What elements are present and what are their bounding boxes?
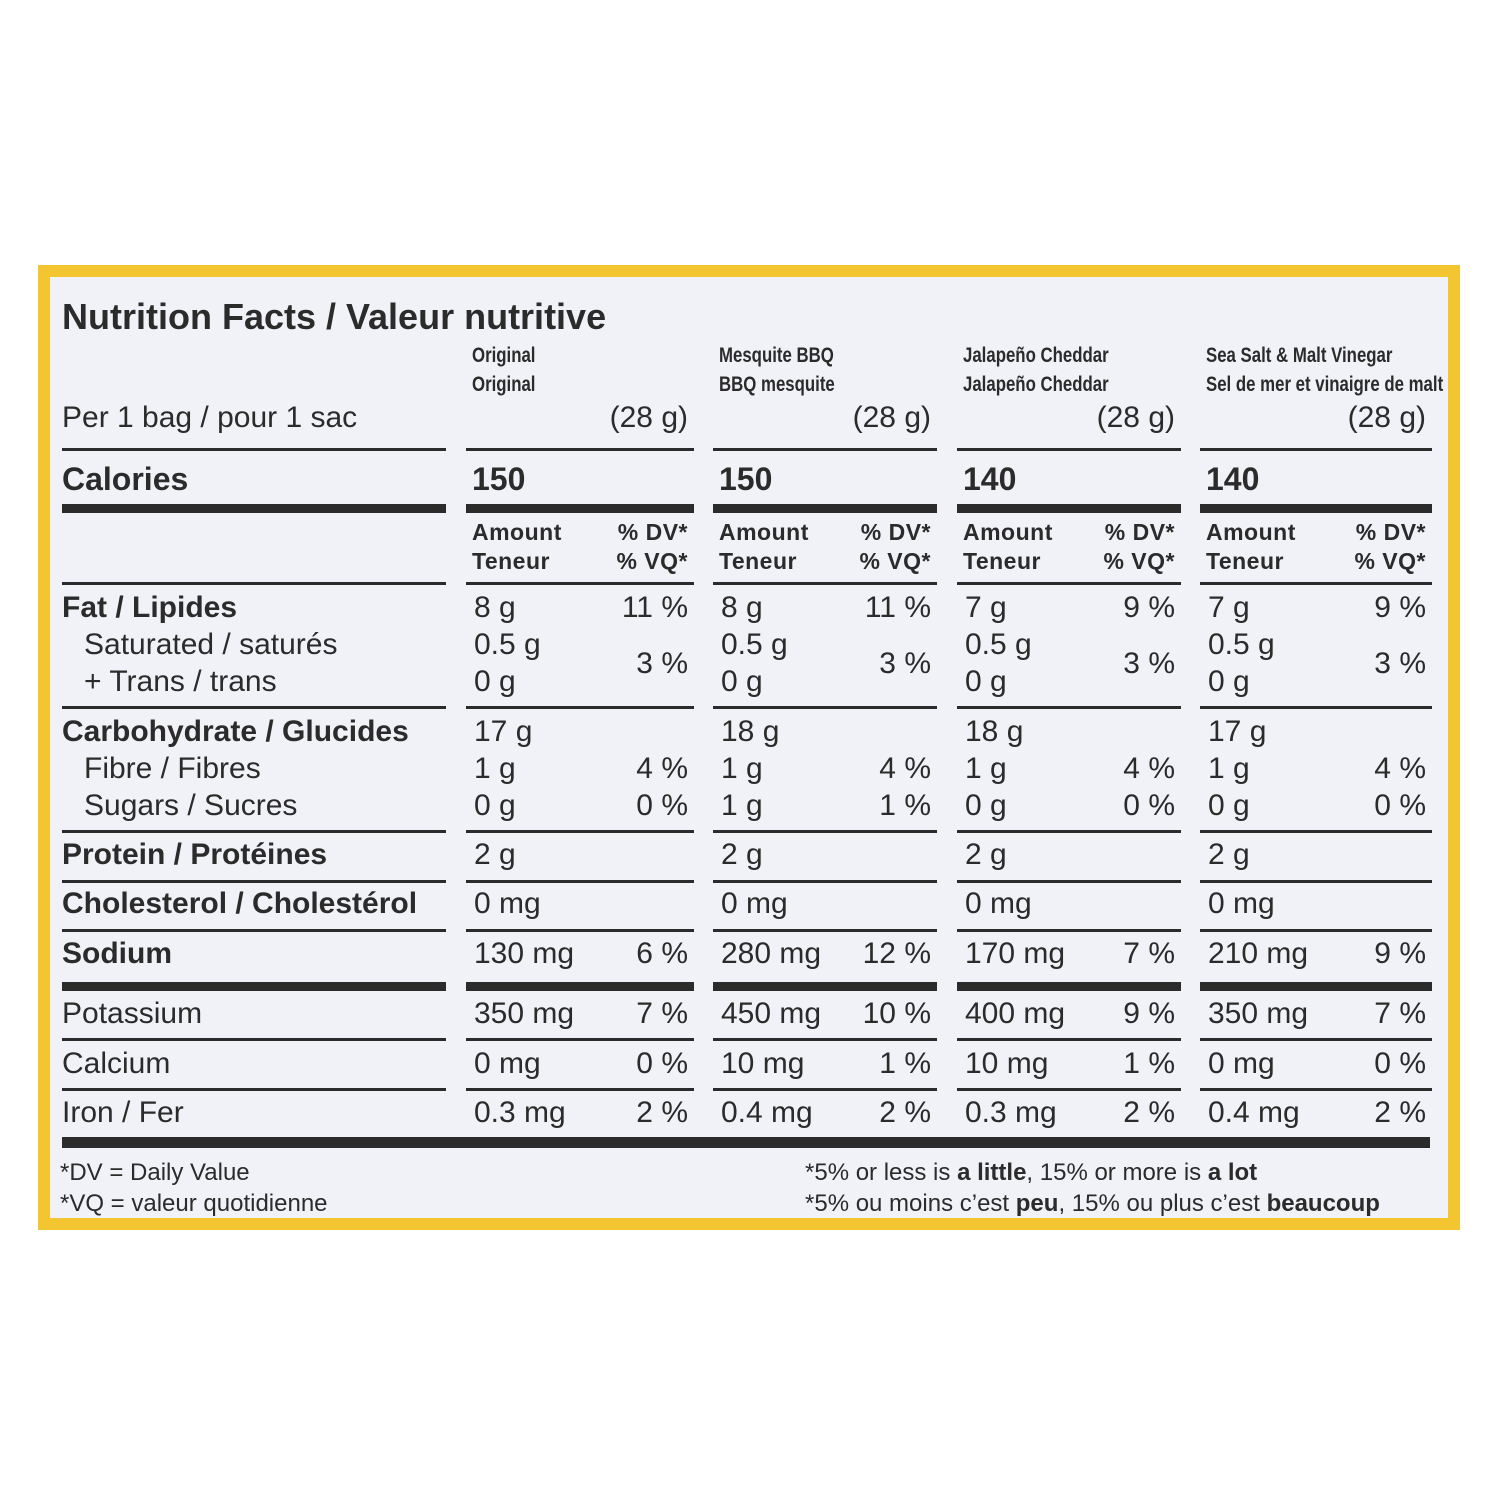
guide-fr-peu: peu <box>1015 1190 1059 1217</box>
divider <box>466 929 694 932</box>
fat-dv: 11 % <box>864 591 931 624</box>
nutrient-carbohydrate: Carbohydrate / Glucides <box>62 715 409 748</box>
serving-size: (28 g) <box>1096 401 1175 434</box>
sodium-dv: 7 % <box>1123 937 1175 970</box>
divider <box>62 929 446 932</box>
carb-amount: 18 g <box>721 715 780 748</box>
calories-value: 140 <box>963 461 1017 497</box>
fibre-amount: 1 g <box>721 752 763 785</box>
guide-note-en <box>805 1161 1257 1185</box>
saturated-amount: 0.5 g <box>1208 628 1275 661</box>
divider <box>957 880 1181 883</box>
guide-fr-text: , 15% ou plus c’est <box>1058 1190 1267 1217</box>
nutrient-cholesterol: Cholesterol / Cholestérol <box>62 887 418 920</box>
potassium-dv: 7 % <box>1374 997 1426 1030</box>
nutrient-sugars: Sugars / Sucres <box>84 789 298 822</box>
divider <box>713 1088 937 1091</box>
fibre-dv: 4 % <box>1374 752 1426 785</box>
iron-amount: 0.3 mg <box>965 1096 1057 1129</box>
protein-amount: 2 g <box>474 838 516 871</box>
sat-trans-dv: 3 % <box>1374 647 1426 680</box>
carb-amount: 17 g <box>474 715 533 748</box>
calcium-amount: 10 mg <box>721 1047 805 1080</box>
nutrient-saturated: Saturated / saturés <box>84 628 338 661</box>
divider <box>466 1038 694 1041</box>
protein-amount: 2 g <box>721 838 763 871</box>
serving-label: Per 1 bag / pour 1 sac <box>62 401 358 434</box>
potassium-dv: 9 % <box>1123 997 1175 1030</box>
calories-value: 150 <box>472 461 526 497</box>
divider <box>1200 830 1432 833</box>
flavour-name-fr: BBQ mesquite <box>719 373 835 396</box>
flavour-name-fr: Jalapeño Cheddar <box>963 373 1109 396</box>
flavour-name-en: Jalapeño Cheddar <box>963 344 1109 367</box>
dv-header: % DV* <box>617 519 688 545</box>
sugars-amount: 1 g <box>721 789 763 822</box>
cholesterol-amount: 0 mg <box>965 887 1032 920</box>
dv-header-fr: % VQ* <box>1354 548 1426 574</box>
iron-dv: 2 % <box>636 1096 688 1129</box>
fat-amount: 8 g <box>474 591 516 624</box>
divider <box>1200 929 1432 932</box>
guide-note-fr <box>805 1192 1380 1216</box>
nutrient-calcium: Calcium <box>62 1047 171 1080</box>
thick-divider <box>713 504 937 513</box>
divider <box>957 706 1181 709</box>
divider <box>62 1088 446 1091</box>
amount-header-fr: Teneur <box>963 548 1041 574</box>
calcium-amount: 0 mg <box>1208 1047 1275 1080</box>
divider <box>957 830 1181 833</box>
sugars-dv: 0 % <box>1123 789 1175 822</box>
divider <box>713 582 937 585</box>
guide-fr-beaucoup: beaucoup <box>1266 1190 1380 1217</box>
sodium-dv: 12 % <box>862 937 931 970</box>
sodium-amount: 130 mg <box>474 937 575 970</box>
thick-divider <box>62 504 446 513</box>
sodium-amount: 170 mg <box>965 937 1066 970</box>
protein-amount: 2 g <box>965 838 1007 871</box>
thick-divider <box>62 982 446 991</box>
thick-divider <box>957 982 1181 991</box>
sugars-dv: 0 % <box>1374 789 1426 822</box>
sodium-dv: 9 % <box>1374 937 1426 970</box>
serving-size: (28 g) <box>609 401 688 434</box>
calories-label: Calories <box>62 461 189 497</box>
fibre-amount: 1 g <box>474 752 516 785</box>
nutrient-trans: + Trans / trans <box>84 665 277 698</box>
iron-amount: 0.4 mg <box>1208 1096 1300 1129</box>
trans-amount: 0 g <box>474 665 516 698</box>
divider <box>713 448 937 451</box>
guide-en-little: a little <box>957 1159 1027 1186</box>
flavour-name-en: Sea Salt & Malt Vinegar <box>1206 344 1393 367</box>
amount-header: Amount <box>1206 519 1296 545</box>
thick-divider <box>1200 982 1432 991</box>
dv-note-en: *DV = Daily Value <box>60 1159 250 1186</box>
divider <box>957 448 1181 451</box>
dv-header-fr: % VQ* <box>859 548 931 574</box>
trans-amount: 0 g <box>965 665 1007 698</box>
divider <box>62 582 446 585</box>
potassium-amount: 400 mg <box>965 997 1066 1030</box>
divider <box>466 706 694 709</box>
flavour-name-en: Original <box>472 344 536 367</box>
amount-header-fr: Teneur <box>1206 548 1284 574</box>
saturated-amount: 0.5 g <box>721 628 788 661</box>
flavour-name-fr: Sel de mer et vinaigre de malt <box>1206 373 1444 396</box>
carb-amount: 17 g <box>1208 715 1267 748</box>
trans-amount: 0 g <box>1208 665 1250 698</box>
dv-note-fr: *VQ = valeur quotidienne <box>60 1190 328 1217</box>
serving-size: (28 g) <box>1347 401 1426 434</box>
thick-divider <box>466 982 694 991</box>
divider <box>957 1088 1181 1091</box>
divider <box>62 448 446 451</box>
sugars-amount: 0 g <box>965 789 1007 822</box>
flavour-name-fr: Original <box>472 373 536 396</box>
iron-amount: 0.4 mg <box>721 1096 813 1129</box>
divider <box>1200 1038 1432 1041</box>
calcium-dv: 0 % <box>1374 1047 1426 1080</box>
divider <box>466 1088 694 1091</box>
amount-header-fr: Teneur <box>472 548 550 574</box>
iron-dv: 2 % <box>1123 1096 1175 1129</box>
protein-amount: 2 g <box>1208 838 1250 871</box>
dv-header-fr: % VQ* <box>616 548 688 574</box>
dv-header: % DV* <box>1104 519 1175 545</box>
fibre-amount: 1 g <box>1208 752 1250 785</box>
dv-header: % DV* <box>1355 519 1426 545</box>
divider <box>713 880 937 883</box>
amount-header: Amount <box>472 519 562 545</box>
cholesterol-amount: 0 mg <box>1208 887 1275 920</box>
carb-amount: 18 g <box>965 715 1024 748</box>
amount-header: Amount <box>963 519 1053 545</box>
amount-header-fr: Teneur <box>719 548 797 574</box>
thick-divider <box>713 982 937 991</box>
potassium-dv: 10 % <box>862 997 931 1030</box>
divider <box>466 880 694 883</box>
divider <box>713 830 937 833</box>
serving-size: (28 g) <box>852 401 931 434</box>
saturated-amount: 0.5 g <box>474 628 541 661</box>
calcium-dv: 1 % <box>1123 1047 1175 1080</box>
divider <box>466 582 694 585</box>
divider <box>713 706 937 709</box>
sat-trans-dv: 3 % <box>1123 647 1175 680</box>
sodium-amount: 210 mg <box>1208 937 1309 970</box>
guide-en-text: *5% or less is <box>805 1159 958 1186</box>
fat-dv: 9 % <box>1374 591 1426 624</box>
iron-amount: 0.3 mg <box>474 1096 566 1129</box>
sat-trans-dv: 3 % <box>879 647 931 680</box>
dv-header: % DV* <box>860 519 931 545</box>
calcium-amount: 10 mg <box>965 1047 1049 1080</box>
divider <box>466 448 694 451</box>
calcium-dv: 1 % <box>879 1047 931 1080</box>
divider <box>1200 880 1432 883</box>
calcium-dv: 0 % <box>636 1047 688 1080</box>
nutrient-protein: Protein / Protéines <box>62 838 328 871</box>
sugars-dv: 0 % <box>636 789 688 822</box>
guide-en-lot: a lot <box>1207 1159 1258 1186</box>
fibre-dv: 4 % <box>1123 752 1175 785</box>
calcium-amount: 0 mg <box>474 1047 541 1080</box>
sugars-amount: 0 g <box>474 789 516 822</box>
divider <box>957 929 1181 932</box>
bottom-thick-rule <box>62 1137 1430 1148</box>
divider <box>713 929 937 932</box>
thick-divider <box>1200 504 1432 513</box>
nutrient-sodium: Sodium <box>62 937 172 970</box>
sodium-dv: 6 % <box>636 937 688 970</box>
calories-value: 150 <box>719 461 773 497</box>
divider <box>62 830 446 833</box>
divider <box>957 1038 1181 1041</box>
fat-amount: 7 g <box>965 591 1007 624</box>
nutrition-facts-panel <box>38 265 1460 1230</box>
nutrient-potassium: Potassium <box>62 997 203 1030</box>
nutrition-title: Nutrition Facts / Valeur nutritive <box>62 296 607 337</box>
divider <box>713 1038 937 1041</box>
fat-dv: 11 % <box>621 591 688 624</box>
divider <box>62 706 446 709</box>
sugars-dv: 1 % <box>879 789 931 822</box>
potassium-amount: 350 mg <box>474 997 575 1030</box>
potassium-amount: 350 mg <box>1208 997 1309 1030</box>
thick-divider <box>957 504 1181 513</box>
divider <box>1200 1088 1432 1091</box>
amount-header: Amount <box>719 519 809 545</box>
fibre-dv: 4 % <box>636 752 688 785</box>
iron-dv: 2 % <box>1374 1096 1426 1129</box>
potassium-dv: 7 % <box>636 997 688 1030</box>
guide-fr-text: *5% ou moins c’est <box>805 1190 1016 1217</box>
flavour-name-en: Mesquite BBQ <box>719 344 834 367</box>
divider <box>466 830 694 833</box>
fibre-dv: 4 % <box>879 752 931 785</box>
potassium-amount: 450 mg <box>721 997 822 1030</box>
divider <box>1200 706 1432 709</box>
trans-amount: 0 g <box>721 665 763 698</box>
iron-dv: 2 % <box>879 1096 931 1129</box>
sat-trans-dv: 3 % <box>636 647 688 680</box>
calories-value: 140 <box>1206 461 1260 497</box>
divider <box>62 880 446 883</box>
fibre-amount: 1 g <box>965 752 1007 785</box>
saturated-amount: 0.5 g <box>965 628 1032 661</box>
sodium-amount: 280 mg <box>721 937 822 970</box>
divider <box>62 1038 446 1041</box>
sugars-amount: 0 g <box>1208 789 1250 822</box>
cholesterol-amount: 0 mg <box>474 887 541 920</box>
fat-amount: 8 g <box>721 591 763 624</box>
nutrient-iron: Iron / Fer <box>62 1096 184 1129</box>
dv-header-fr: % VQ* <box>1103 548 1175 574</box>
divider <box>1200 448 1432 451</box>
nutrient-fibre: Fibre / Fibres <box>84 752 261 785</box>
fat-amount: 7 g <box>1208 591 1250 624</box>
divider <box>957 582 1181 585</box>
guide-en-text: , 15% or more is <box>1026 1159 1208 1186</box>
cholesterol-amount: 0 mg <box>721 887 788 920</box>
thick-divider <box>466 504 694 513</box>
divider <box>1200 582 1432 585</box>
nutrient-fat: Fat / Lipides <box>62 591 238 624</box>
fat-dv: 9 % <box>1123 591 1175 624</box>
